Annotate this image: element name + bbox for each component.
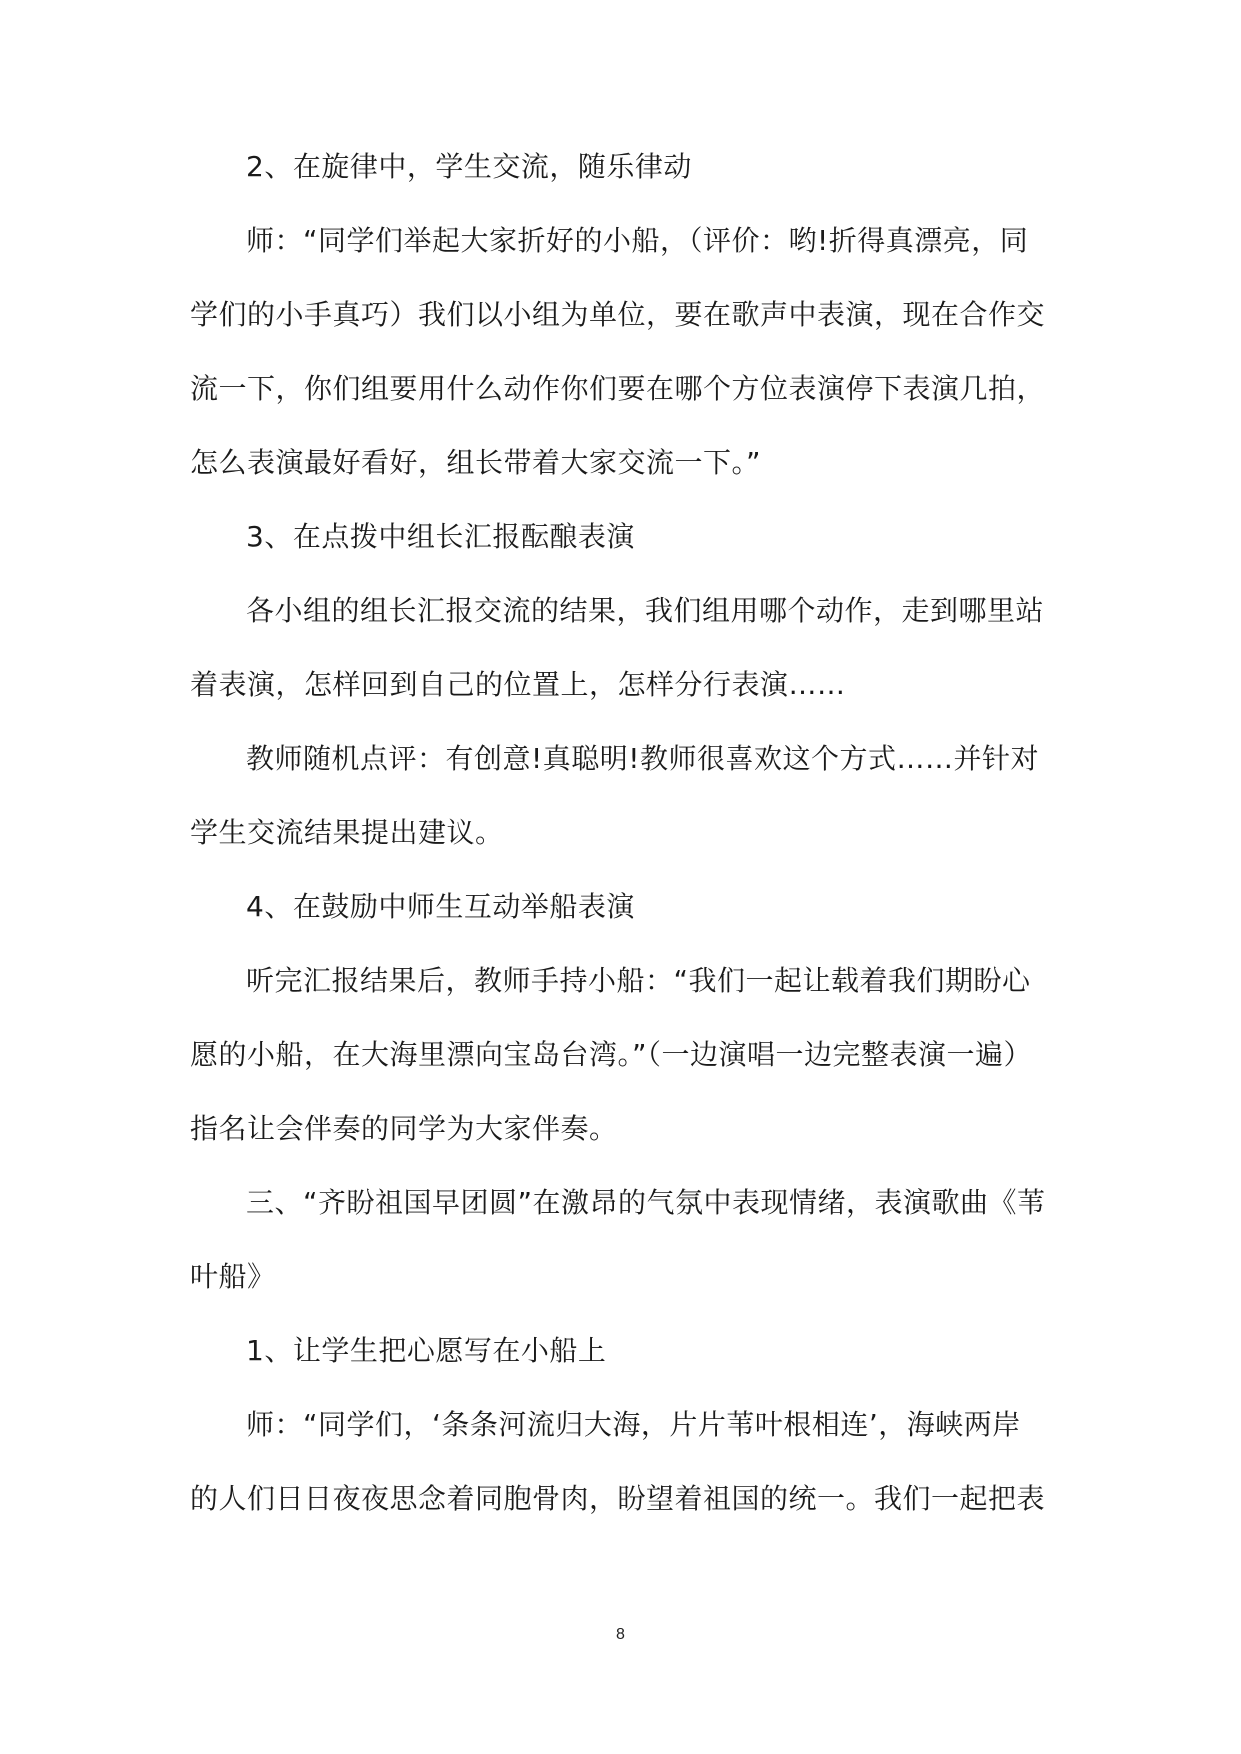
text-line: 1、让学生把心愿写在小船上 (246, 1334, 607, 1367)
text-line: 的人们日日夜夜思念着同胞骨肉，盼望着祖国的统一。我们一起把表 (190, 1482, 1046, 1515)
page-number: 8 (616, 1626, 625, 1643)
text-line: 4、在鼓励中师生互动举船表演 (246, 890, 635, 923)
body-text (190, 130, 1060, 1536)
text-line: 着表演，怎样回到自己的位置上，怎样分行表演…… (190, 668, 846, 701)
text-line: 指名让会伴奏的同学为大家伴奏。 (190, 1112, 618, 1145)
text-line: 怎么表演最好看好，组长带着大家交流一下。” (190, 446, 762, 479)
text-line: 叶船》 (190, 1260, 276, 1293)
text-line: 流一下，你们组要用什么动作你们要在哪个方位表演停下表演几拍， (190, 372, 1046, 405)
text-line: 师：“同学们举起大家折好的小船，（评价：哟!折得真漂亮，同 (246, 224, 1029, 257)
text-line: 教师随机点评：有创意!真聪明!教师很喜欢这个方式……并针对 (246, 742, 1039, 775)
text-line: 三、“齐盼祖国早团圆”在激昂的气氛中表现情绪，表演歌曲《苇 (246, 1186, 1046, 1219)
text-line: 3、在点拨中组长汇报酝酿表演 (246, 520, 635, 553)
text-line: 2、在旋律中，学生交流，随乐律动 (246, 150, 692, 183)
text-line: 愿的小船，在大海里漂向宝岛台湾。”（一边演唱一边完整表演一遍） (190, 1038, 1033, 1071)
text-line: 学生交流结果提出建议。 (190, 816, 504, 849)
text-line: 学们的小手真巧）我们以小组为单位，要在歌声中表演，现在合作交 (190, 298, 1046, 331)
text-line: 师：“同学们，‘条条河流归大海，片片苇叶根相连’，海峡两岸 (246, 1408, 1021, 1441)
text-line: 各小组的组长汇报交流的结果，我们组用哪个动作，走到哪里站 (246, 594, 1045, 627)
text-line: 听完汇报结果后，教师手持小船：“我们一起让载着我们期盼心 (246, 964, 1031, 997)
